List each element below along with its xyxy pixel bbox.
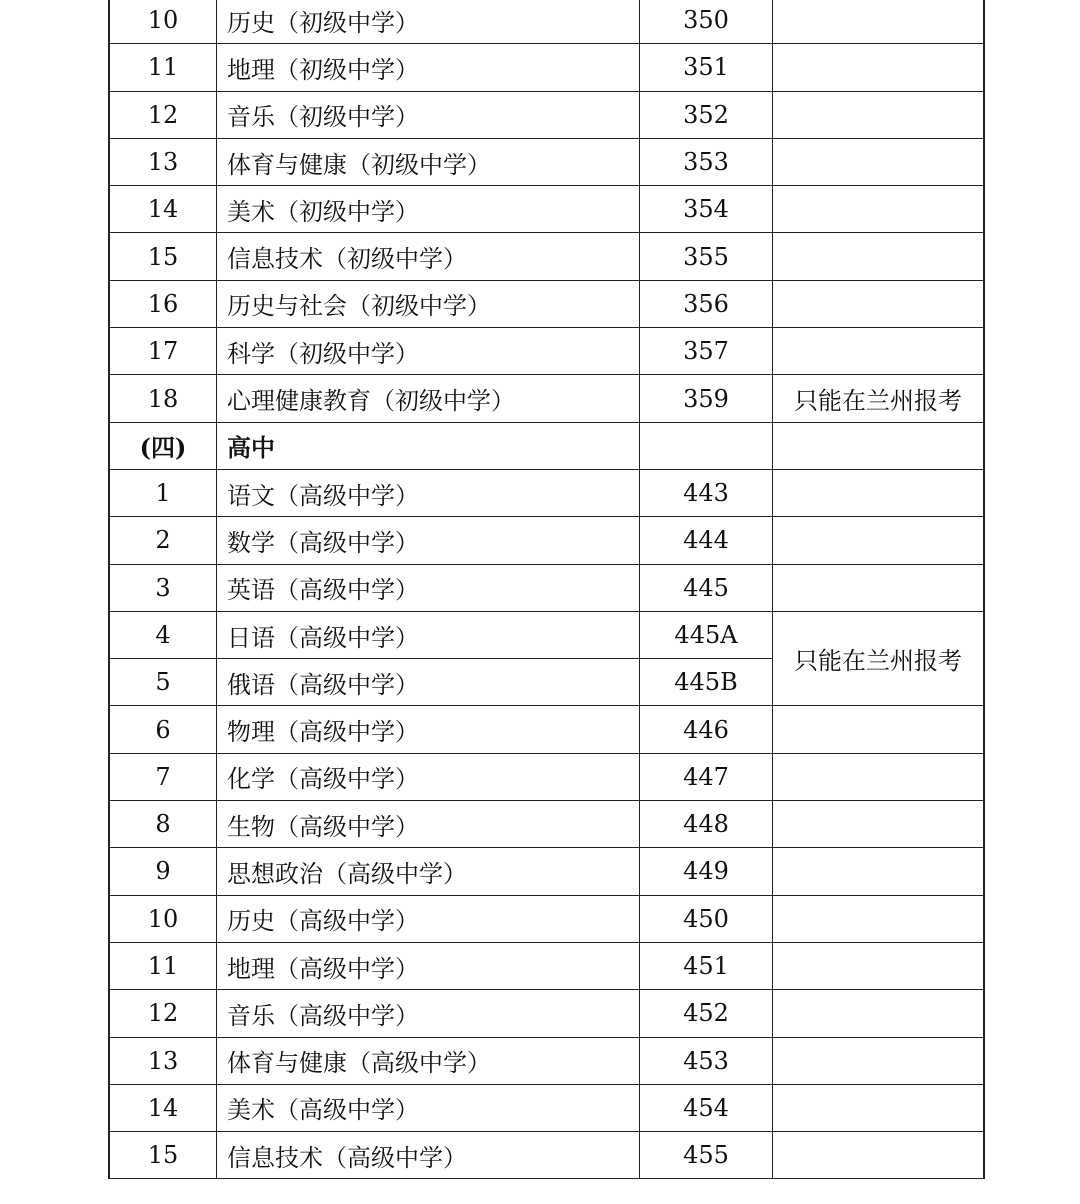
note-cell [773, 44, 985, 91]
table-row [109, 280, 984, 327]
table-row [109, 1132, 984, 1179]
row-number: 6 [109, 706, 217, 753]
note-cell [773, 706, 985, 753]
note-cell [773, 753, 985, 800]
subject-name: 生物（高级中学） [217, 801, 640, 848]
table-row [109, 895, 984, 942]
subject-name: 日语（高级中学） [217, 611, 640, 658]
row-number: 3 [109, 564, 217, 611]
subject-name: 高中 [217, 422, 640, 469]
subject-code: 446 [640, 706, 773, 753]
row-number: 14 [109, 186, 217, 233]
note-cell [773, 469, 985, 516]
table-row [109, 611, 984, 658]
row-number: 1 [109, 469, 217, 516]
note-cell [773, 138, 985, 185]
note-cell [773, 517, 985, 564]
subject-code: 448 [640, 801, 773, 848]
row-number: 11 [109, 942, 217, 989]
table-row [109, 375, 984, 422]
subject-code: 452 [640, 990, 773, 1037]
subject-code: 350 [640, 0, 773, 44]
table-row [109, 1084, 984, 1131]
table-row [109, 990, 984, 1037]
subject-code: 355 [640, 233, 773, 280]
table-row [109, 848, 984, 895]
subject-name: 音乐（高级中学） [217, 990, 640, 1037]
note-cell [773, 1037, 985, 1084]
subject-code: 352 [640, 91, 773, 138]
subject-name: 历史（初级中学） [217, 0, 640, 44]
row-number: 2 [109, 517, 217, 564]
row-number: 8 [109, 801, 217, 848]
subject-name: 信息技术（高级中学） [217, 1132, 640, 1179]
subject-code-table [108, 0, 985, 1179]
row-number: 5 [109, 659, 217, 706]
subject-code: 451 [640, 942, 773, 989]
table-row [109, 91, 984, 138]
subject-code: 444 [640, 517, 773, 564]
row-number: 7 [109, 753, 217, 800]
note-cell [773, 990, 985, 1037]
table-row [109, 517, 984, 564]
note-cell [773, 280, 985, 327]
table-row [109, 186, 984, 233]
subject-code: 351 [640, 44, 773, 91]
subject-code: 454 [640, 1084, 773, 1131]
note-cell [773, 186, 985, 233]
subject-name: 美术（初级中学） [217, 186, 640, 233]
subject-code: 455 [640, 1132, 773, 1179]
note-cell [773, 328, 985, 375]
table-row [109, 801, 984, 848]
row-number: 4 [109, 611, 217, 658]
row-number: (四) [109, 422, 217, 469]
subject-name: 历史与社会（初级中学） [217, 280, 640, 327]
subject-name: 音乐（初级中学） [217, 91, 640, 138]
row-number: 13 [109, 138, 217, 185]
subject-name: 心理健康教育（初级中学） [217, 375, 640, 422]
row-number: 16 [109, 280, 217, 327]
subject-name: 数学（高级中学） [217, 517, 640, 564]
row-number: 11 [109, 44, 217, 91]
subject-name: 信息技术（初级中学） [217, 233, 640, 280]
row-number: 9 [109, 848, 217, 895]
table-row [109, 1037, 984, 1084]
row-number: 12 [109, 91, 217, 138]
row-number: 13 [109, 1037, 217, 1084]
row-number: 10 [109, 895, 217, 942]
subject-code: 354 [640, 186, 773, 233]
subject-code: 353 [640, 138, 773, 185]
subject-name: 地理（初级中学） [217, 44, 640, 91]
subject-name: 语文（高级中学） [217, 469, 640, 516]
subject-code: 356 [640, 280, 773, 327]
table-row [109, 469, 984, 516]
subject-name: 思想政治（高级中学） [217, 848, 640, 895]
note-cell [773, 564, 985, 611]
note-cell [773, 422, 985, 469]
note-cell [773, 1132, 985, 1179]
note-cell [773, 942, 985, 989]
row-number: 15 [109, 233, 217, 280]
table-row [109, 138, 984, 185]
subject-name: 美术（高级中学） [217, 1084, 640, 1131]
subject-name: 物理（高级中学） [217, 706, 640, 753]
subject-code: 445B [640, 659, 773, 706]
table-row [109, 942, 984, 989]
note-cell: 只能在兰州报考 [773, 611, 985, 706]
subject-name: 英语（高级中学） [217, 564, 640, 611]
subject-code: 449 [640, 848, 773, 895]
subject-code: 453 [640, 1037, 773, 1084]
table-row [109, 233, 984, 280]
subject-name: 科学（初级中学） [217, 328, 640, 375]
row-number: 18 [109, 375, 217, 422]
subject-code [640, 422, 773, 469]
note-cell: 只能在兰州报考 [773, 375, 985, 422]
row-number: 10 [109, 0, 217, 44]
subject-name: 化学（高级中学） [217, 753, 640, 800]
subject-code: 357 [640, 328, 773, 375]
row-number: 14 [109, 1084, 217, 1131]
subject-name: 体育与健康（初级中学） [217, 138, 640, 185]
row-number: 12 [109, 990, 217, 1037]
note-cell [773, 801, 985, 848]
table-row [109, 706, 984, 753]
subject-code: 445 [640, 564, 773, 611]
table-row [109, 44, 984, 91]
note-cell [773, 848, 985, 895]
subject-name: 历史（高级中学） [217, 895, 640, 942]
table-row [109, 328, 984, 375]
table-row [109, 753, 984, 800]
subject-name: 俄语（高级中学） [217, 659, 640, 706]
note-cell [773, 1084, 985, 1131]
note-cell [773, 91, 985, 138]
subject-code: 450 [640, 895, 773, 942]
note-cell [773, 0, 985, 44]
subject-code: 359 [640, 375, 773, 422]
table-row [109, 0, 984, 44]
subject-name: 体育与健康（高级中学） [217, 1037, 640, 1084]
subject-code: 443 [640, 469, 773, 516]
subject-code: 447 [640, 753, 773, 800]
table-row [109, 564, 984, 611]
subject-code: 445A [640, 611, 773, 658]
section-row [109, 422, 984, 469]
row-number: 17 [109, 328, 217, 375]
subject-name: 地理（高级中学） [217, 942, 640, 989]
row-number: 15 [109, 1132, 217, 1179]
note-cell [773, 233, 985, 280]
note-cell [773, 895, 985, 942]
